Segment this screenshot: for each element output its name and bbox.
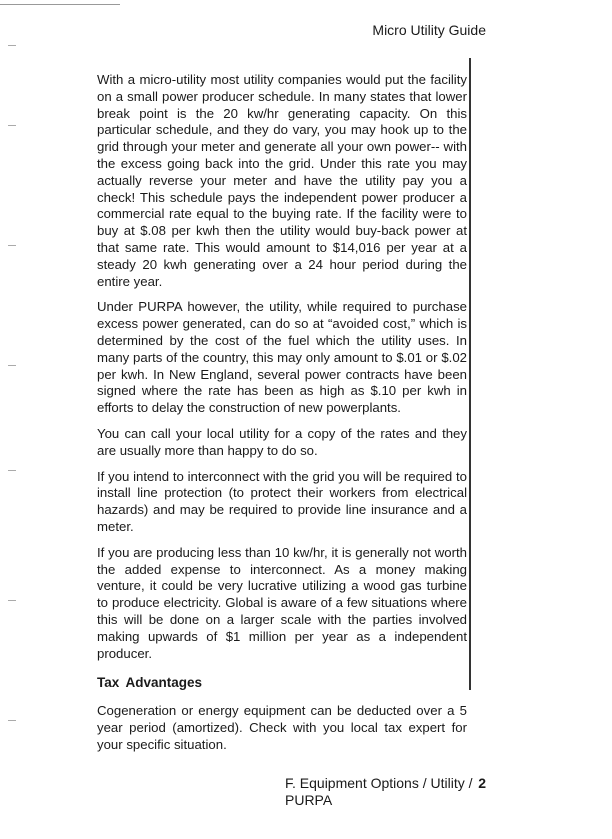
paragraph-interconnect-requirements: If you intend to interconnect with the grid you will be required to install line protection (to protect their workers from electrical hazards) and may be required to provide line insurance and a meter. [97, 468, 467, 534]
paragraph-purpa-avoided-cost: Under PURPA however, the utility, while required to purchase excess power generated, can do so at “avoided cost,” which is determined by the cost of the fuel which the utility uses. In many parts of the country, this may only amount to $.01 or $.02 per kwh. In New England, several power contracts have been signed where the rate has been as high as $.10 per kwh in efforts to delay the construction of new powerplants. [97, 299, 467, 416]
margin-mark [8, 45, 16, 46]
paragraph-local-utility-rates: You can call your local utility for a copy of the rates and they are usually more than happy to do so. [97, 425, 467, 458]
running-footer-row [285, 763, 612, 809]
paragraph-small-power-schedule: With a micro-utility most utility companies would put the facility on a small power producer schedule. In many states that lower break point is the 20 kw/hr generating capacity. On this particular schedule, and they do vary, you may hook up to the grid through your meter and generate all your own power-- with the excess going back into the grid. Under this rate you may actually reverse your meter and have the utility pay you a check! This schedule pays the independent power producer a commercial rate equal to the buying rate. If the facility were to buy at $.08 per kwh then the utility would buy-back power at that same rate. This would amount to $14,016 per year at a steady 20 kwh generating over a 24 hour period during the entire year. [97, 72, 467, 289]
scan-edge-line [0, 4, 120, 5]
section-heading-tax-advantages: Tax Advantages [97, 675, 203, 691]
margin-mark [8, 720, 16, 721]
running-footer: F. Equipment Options / Utility / PURPA [285, 774, 473, 808]
margin-mark [8, 365, 16, 366]
margin-mark [8, 245, 16, 246]
body-text [97, 72, 467, 763]
page-number: 2 [478, 774, 486, 791]
margin-mark [8, 470, 16, 471]
running-header: Micro Utility Guide [372, 22, 486, 38]
paragraph-tax-advantages: Cogeneration or energy equipment can be deducted over a 5 year period (amortized). Check with you local tax expert for your specific situation. [97, 703, 467, 752]
margin-mark [8, 600, 16, 601]
margin-rule [469, 58, 471, 690]
margin-mark [8, 125, 16, 126]
paragraph-money-making: If you are producing less than 10 kw/hr, it is generally not worth the added expense to interconnect. As a money making venture, it could be very lucrative utilizing a wood gas turbine to produce electricity. Global is aware of a few situations where this will be done on a larger scale with the parties involved making upwards of $1 million per year as a independent producer. [97, 544, 467, 661]
